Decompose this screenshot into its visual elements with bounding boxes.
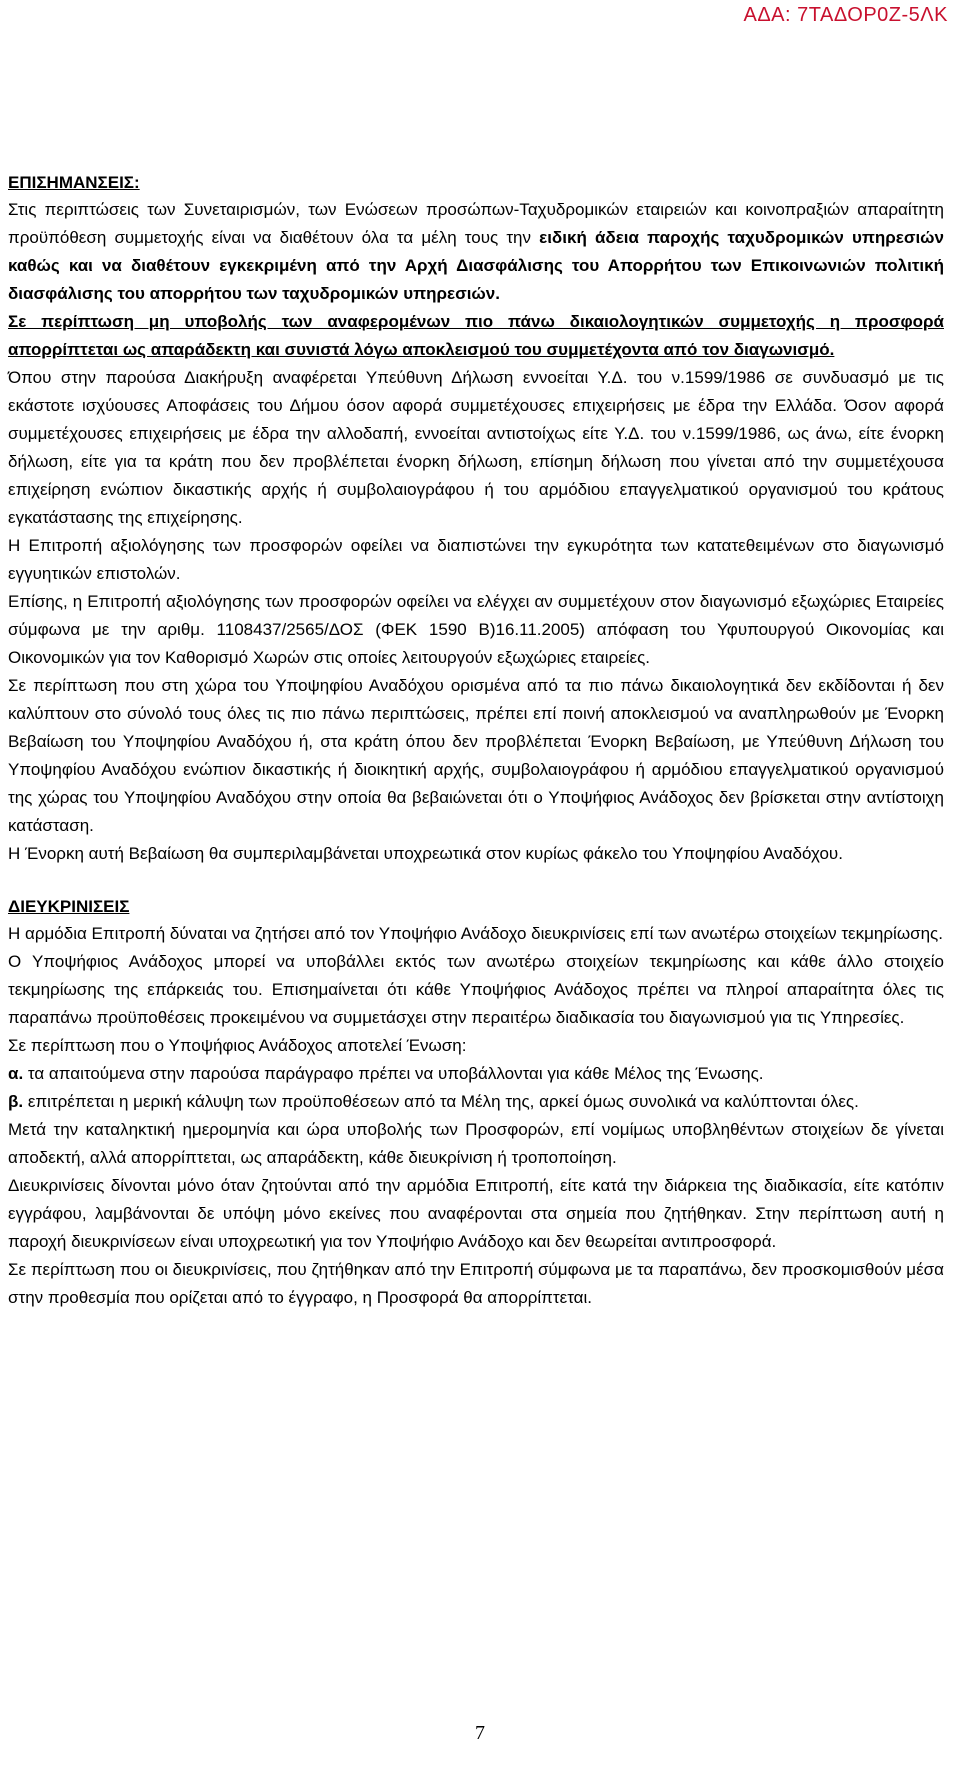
list-marker: α. <box>8 1064 24 1083</box>
paragraph: Επίσης, η Επιτροπή αξιολόγησης των προσφορών οφείλει να ελέγχει αν συμμετέχουν στον διαγωνισμό εξωχώριες Εταιρείες σύμφωνα με την αριθμ. 1108437/2565/ΔΟΣ (ΦΕΚ 1590 Β)16.11.2005) απόφαση του Υφυπουργού Οικονομίας και Οικονομικών για τον Καθορισμό Χωρών στις οποίες λειτουργούν εξωχώριες εταιρείες. <box>8 592 944 667</box>
paragraph: Σε περίπτωση που ο Υποψήφιος Ανάδοχος αποτελεί Ένωση: <box>8 1036 467 1055</box>
section-title-diefkriniseis: ΔΙΕΥΚΡΙΝΙΣΕΙΣ <box>8 897 130 916</box>
page-number: 7 <box>475 1722 485 1744</box>
paragraph: Όπου στην παρούσα Διακήρυξη αναφέρεται Υπεύθυνη Δήλωση εννοείται Υ.Δ. του ν.1599/1986 σε συνδυασμό με τις εκάστοτε ισχύουσες Αποφάσεις του Δήμου όσον αφορά συμμετέχουσες επιχειρήσεις με έδρα την Ελλάδα. Όσον αφορά συμμετέχουσες επιχειρήσεις με έδρα την αλλοδαπή, εννοείται αντιστοίχως είτε Υ.Δ. του ν.1599/1986, ως άνω, είτε ένορκη δήλωση, είτε για τα κράτη που δεν προβλέπεται ένορκη δήλωση, επίσημη δήλωση που γίνεται από την συμμετέχουσα επιχείρηση ενώπιον δικαστικής αρχής ή συμβολαιογράφου ή του αρμόδιου επαγγελματικού οργανισμού του κράτους εγκατάστασης της επιχείρησης. <box>8 368 944 527</box>
paragraph <box>8 196 944 308</box>
ada-code: ΑΔΑ: 7ΤΑΔΟΡ0Ζ-5ΛΚ <box>743 4 948 26</box>
paragraph: Ο Υποψήφιος Ανάδοχος μπορεί να υποβάλλει εκτός των ανωτέρω στοιχείων τεκμηρίωσης και κάθε άλλο στοιχείο τεκμηρίωσης της επάρκειάς του. Επισημαίνεται ότι κάθε Υποψήφιος Ανάδοχος πρέπει να πληροί απαραίτητα όλες τις παραπάνω προϋποθέσεις προκειμένου να συμμετάσχει στην περαιτέρω διαδικασία του διαγωνισμού για τις Υπηρεσίες. <box>8 952 944 1027</box>
list-item-a <box>8 1060 944 1088</box>
paragraph: Μετά την καταληκτική ημερομηνία και ώρα υποβολής των Προσφορών, επί νομίμως υποβληθέντων στοιχείων δε γίνεται αποδεκτή, αλλά απορρίπτεται, ως απαράδεκτη, κάθε διευκρίνιση ή τροποποίηση. <box>8 1120 944 1167</box>
paragraph-text: Στις περιπτώσεις των Συνεταιρισμών, των Ενώσεων προσώπων-Ταχυδρομικών εταιρειών και κοινοπραξιών απαραίτητη προϋπόθεση συμμετοχής είναι να διαθέτουν όλα τα μέλη τους την <box>8 200 944 247</box>
list-item-text: επιτρέπεται η μερική κάλυψη των προϋποθέσεων από τα Μέλη της, αρκεί όμως συνολικά να καλύπτονται όλες. <box>23 1092 859 1111</box>
paragraph-bold-text: ειδική άδεια παροχής ταχυδρομικών υπηρεσιών καθώς και να διαθέτουν εγκεκριμένη από την Αρχή Διασφάλισης του Απορρήτου των Επικοινωνιών πολιτική διασφάλισης του απορρήτου των ταχυδρομικών υπηρεσιών. <box>8 228 944 303</box>
list-item-text: τα απαιτούμενα στην παρούσα παράγραφο πρέπει να υποβάλλονται για κάθε Μέλος της Ένωσης. <box>23 1064 764 1083</box>
paragraph: Η αρμόδια Επιτροπή δύναται να ζητήσει από τον Υποψήφιο Ανάδοχο διευκρινίσεις επί των ανωτέρω στοιχείων τεκμηρίωσης. <box>8 924 943 943</box>
paragraph: Η Ένορκη αυτή Βεβαίωση θα συμπεριλαμβάνεται υποχρεωτικά στον κυρίως φάκελο του Υποψηφίου Αναδόχου. <box>8 844 843 863</box>
paragraph: Σε περίπτωση που στη χώρα του Υποψηφίου Αναδόχου ορισμένα από τα πιο πάνω δικαιολογητικά δεν εκδίδονται ή δεν καλύπτουν στο σύνολό τους όλες τις πιο πάνω περιπτώσεις, πρέπει επί ποινή αποκλεισμού να αναπληρωθούν με Ένορκη Βεβαίωση του Υποψηφίου Αναδόχου ή, στα κράτη όπου δεν προβλέπεται Ένορκη Βεβαίωση, με Υπεύθυνη Δήλωση του Υποψηφίου Αναδόχου ενώπιον δικαστικής ή διοικητική αρχής, συμβολαιογράφου ή αρμόδιου επαγγελματικού οργανισμού της χώρας του Υποψηφίου Αναδόχου στην οποία θα βεβαιώνεται ότι ο Υποψήφιος Ανάδοχος δεν βρίσκεται στην αντίστοιχη κατάσταση. <box>8 676 944 835</box>
section-title-episimanseis: ΕΠΙΣΗΜΑΝΣΕΙΣ: <box>8 173 140 192</box>
list-item-b <box>8 1088 944 1116</box>
paragraph: Διευκρινίσεις δίνονται μόνο όταν ζητούνται από την αρμόδια Επιτροπή, είτε κατά την διάρκεια της διαδικασία, είτε κατόπιν εγγράφου, λαμβάνονται δε υπόψη μόνο εκείνες που αναφέρονται στα σημεία που ζητήθηκαν. Στην περίπτωση αυτή η παροχή διευκρινίσεων είναι υποχρεωτική για τον Υποψήφιο Ανάδοχο και δεν θεωρείται αντιπροσφορά. <box>8 1176 944 1251</box>
paragraph-warning: Σε περίπτωση μη υποβολής των αναφερομένων πιο πάνω δικαιολογητικών συμμετοχής η προσφορά απορρίπτεται ως απαράδεκτη και συνιστά λόγω αποκλεισμού του συμμετέχοντα από τον διαγωνισμό. <box>8 312 944 359</box>
paragraph: Σε περίπτωση που οι διευκρινίσεις, που ζητήθηκαν από την Επιτροπή σύμφωνα με τα παραπάνω, δεν προσκομισθούν μέσα στην προθεσμία που ορίζεται από το έγγραφο, η Προσφορά θα απορρίπτεται. <box>8 1260 944 1307</box>
list-marker: β. <box>8 1092 24 1111</box>
document-body <box>8 170 944 1312</box>
section-spacer <box>8 868 944 894</box>
paragraph: Η Επιτροπή αξιολόγησης των προσφορών οφείλει να διαπιστώνει την εγκυρότητα των κατατεθειμένων στο διαγωνισμό εγγυητικών επιστολών. <box>8 536 944 583</box>
